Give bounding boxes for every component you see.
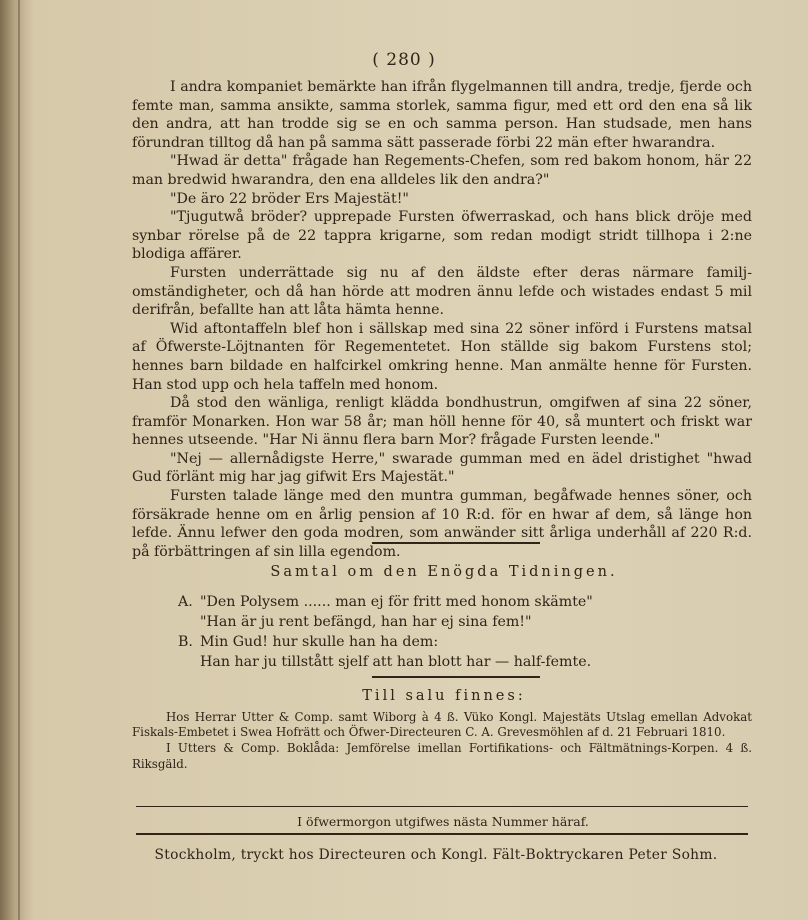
dialogue-line	[178, 652, 738, 672]
dialogue-title: Samtal om den Enögda Tidningen.	[270, 564, 618, 580]
dialogue-speaker: B.	[178, 634, 193, 650]
dialogue-speaker	[178, 612, 200, 632]
page-number: ( 280 )	[372, 50, 436, 70]
printer-imprint: Stockholm, tryckt hos Directeuren och Kongl. Fält-Boktryckaren Peter Sohm.	[154, 847, 718, 863]
dialogue-line	[178, 592, 738, 612]
next-issue-notice: I öfwermorgon utgifwes nästa Nummer häraf.	[297, 814, 589, 829]
for-sale-list	[132, 710, 752, 773]
section-divider	[372, 676, 540, 678]
dialogue-line	[178, 632, 738, 652]
dialogue-text: Han har ju tillstått sjelf att han blott har — half-femte.	[200, 654, 592, 670]
dialogue-speaker: A.	[178, 594, 193, 610]
article-paragraph: Fursten talade länge med den muntra gumman, begåfwade hennes söner, och försäkrade henne om en årlig pension af 10 R:d. för en hwar af dem, så länge hon lefde. Ännu lefwer den goda modren, som anwänder sitt årliga underhåll af 220 R:d. på förbättringen af sin lilla egendom.	[132, 488, 752, 560]
article-paragraph: "Nej — allernådigste Herre," swarade gumman med en ädel dristighet "hwad Gud förlänt mig har jag gifwit Ers Majestät."	[132, 450, 752, 486]
article-paragraph: "Tjugutwå bröder? upprepade Fursten öfwerraskad, och hans blick dröje med synbar rörelse på de 22 tappra krigarne, som redan modigt stridt tillhopa i 2:ne blodiga affärer.	[132, 209, 752, 263]
notice-rule-top	[136, 806, 748, 807]
article-paragraph: "De äro 22 bröder Ers Majestät!"	[170, 190, 409, 207]
dialogue-text: "Den Polysem ...... man ej för fritt med honom skämte"	[200, 594, 593, 610]
article-paragraph: Wid aftontaffeln blef hon i sällskap med sina 22 söner införd i Furstens matsal af Öfwerste-Löjtnanten för Regementetet. Hon ställde sig bakom Furstens stol; hennes barn bildade en halfcirkel omkring henne. Man anmälte henne för Fursten. Han stod upp och hela taffeln med honom.	[132, 320, 752, 393]
dialogue-text: Min Gud! hur skulle han ha dem:	[200, 634, 439, 650]
for-sale-item: Hos Herrar Utter & Comp. samt Wiborg à 4 ß. Vüko Kongl. Majestäts Utslag emellan Advokat Fiskals-Embetet i Swea Hofrätt och Öfwer-Directeuren C. A. Grevesmöhlen af d. 21 Februari 1810.	[132, 710, 752, 740]
book-gutter	[18, 0, 20, 920]
for-sale-title: Till salu finnes:	[362, 688, 526, 704]
section-divider	[372, 542, 540, 544]
article-body	[132, 78, 752, 561]
dialogue-block	[178, 592, 738, 672]
dialogue-text: "Han är ju rent befängd, han har ej sina fem!"	[200, 614, 532, 630]
notice-rule-bottom	[136, 833, 748, 835]
article-paragraph: Fursten underrättade sig nu af den äldste efter deras närmare familj-omständigheter, och då han hörde att modren ännu lefde och wistades endast 5 mil derifrån, befallte han att låta hämta henne.	[132, 264, 752, 319]
article-paragraph: Då stod den wänliga, renligt klädda bondhustrun, omgifwen af sina 22 söner, framför Monarken. Hon war 58 år; man höll henne för 40, så muntert och friskt war hennes utseende. "Har Ni ännu flera barn Mor? frågade Fursten leende."	[132, 395, 752, 449]
dialogue-speaker	[178, 652, 200, 672]
article-paragraph: I andra kompaniet bemärkte han ifrån flygelmannen till andra, tredje, fjerde och femte man, samma ansikte, samma storlek, samma figur, med ett ord den ena så lik den andra, att han trodde sig se en och samma person. Han studsade, men hans förundran tilltog då han på samma sätt passerade förbi 22 män efter hwarandra.	[132, 79, 752, 151]
dialogue-line	[178, 612, 738, 632]
for-sale-item: I Utters & Comp. Boklåda: Jemförelse imellan Fortifikations- och Fältmätnings-Korpen. 4 ß. Riksgäld.	[132, 741, 752, 771]
article-paragraph: "Hwad är detta" frågade han Regements-Chefen, som red bakom honom, här 22 man bredwid hwarandra, den ena alldeles lik den andra?"	[132, 153, 752, 188]
